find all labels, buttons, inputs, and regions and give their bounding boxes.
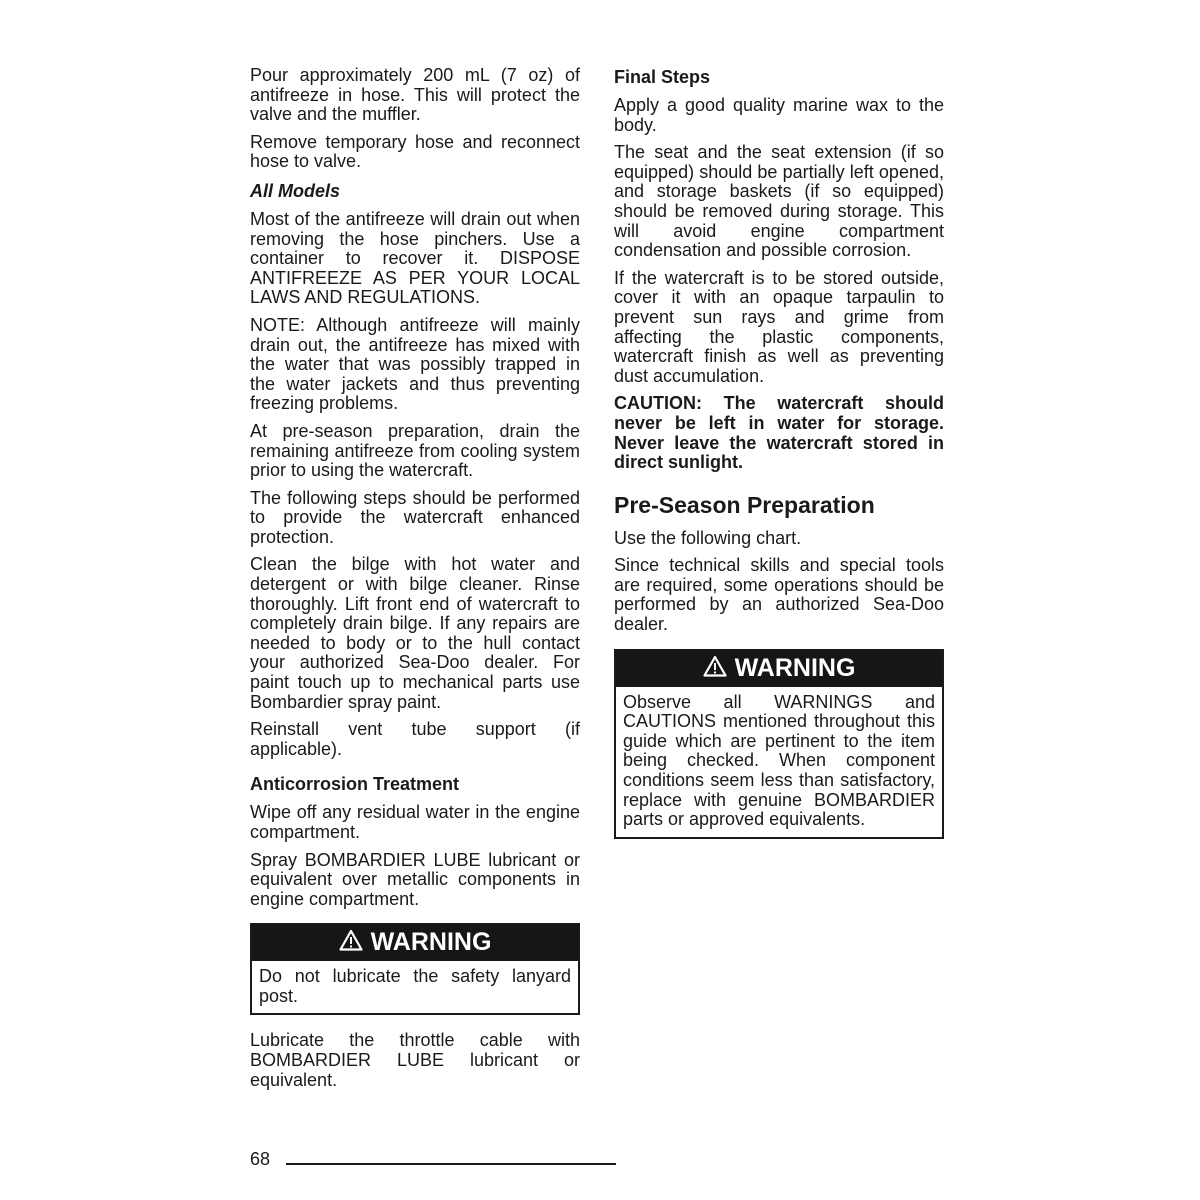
- warning-header: [616, 651, 942, 687]
- paragraph: Wipe off any residual water in the engine compartment.: [250, 802, 580, 842]
- paragraph: At pre-season preparation, drain the remaining antifreeze from cooling system prior to using the watercraft.: [250, 420, 580, 481]
- warning-triangle-icon: [703, 653, 727, 686]
- caution-paragraph: [614, 394, 944, 472]
- left-column: [250, 66, 580, 1098]
- warning-text: Do not lubricate the safety lanyard post.: [259, 966, 571, 1006]
- paragraph: The following steps should be performed to provide the watercraft enhanced protection.: [250, 487, 580, 547]
- warning-title: WARNING: [734, 653, 856, 682]
- warning-box: [250, 923, 580, 1015]
- right-column: [614, 66, 944, 855]
- paragraph: Since technical skills and special tools are required, some operations should be performed by an authorized Sea-Doo dealer.: [614, 555, 944, 635]
- warning-header: [252, 925, 578, 961]
- caution-text: The watercraft should never be left in water for storage. Never leave the watercraft stored in direct sunlight.: [614, 393, 944, 473]
- note-label: NOTE:: [250, 314, 306, 335]
- section-heading-pre-season: Pre-Season Preparation: [614, 491, 875, 518]
- paragraph: The seat and the seat extension (if so equipped) should be partially left opened, and storage baskets (if so equipped) should be removed during storage. This will avoid engine compartment condensation and possible corrosion.: [614, 142, 944, 261]
- warning-triangle-icon: [339, 927, 363, 960]
- paragraph: Most of the antifreeze will drain out when removing the hose pinchers. Use a container to recover it. DISPOSE ANTIFREEZE AS PER YOUR LOCAL LAWS AND REGULATIONS.: [250, 208, 580, 308]
- section-heading-final-steps: Final Steps: [614, 67, 711, 87]
- paragraph: If the watercraft is to be stored outside, cover it with an opaque tarpaulin to prevent sun rays and grime from affecting the plastic components, watercraft finish as well as preventing dust accumulation.: [614, 267, 944, 386]
- paragraph: Reinstall vent tube support (if applicable).: [250, 719, 580, 759]
- paragraph: Spray BOMBARDIER LUBE lubricant or equivalent over metallic components in engine compartment.: [250, 849, 580, 909]
- page-footer: [250, 1148, 616, 1172]
- paragraph: Pour approximately 200 mL (7 oz) of antifreeze in hose. This will protect the valve and the muffler.: [250, 65, 580, 125]
- warning-text: Observe all WARNINGS and CAUTIONS mentioned throughout this guide which are pertinent to the item being checked. When component conditions seem less than satisfactory, replace with genuine BOMBARDIER parts or approved equivalents.: [623, 691, 935, 830]
- warning-title: WARNING: [370, 928, 492, 957]
- footer-rule: [286, 1163, 616, 1165]
- paragraph: Clean the bilge with hot water and detergent or with bilge cleaner. Rinse thoroughly. Lift front end of watercraft to completely drain bilge. If any repairs are needed to body or to the hull contact your authorized Sea-Doo dealer. For paint touch up to mechanical parts use Bombardier spray paint.: [250, 554, 580, 712]
- section-heading-anticorrosion: Anticorrosion Treatment: [250, 774, 460, 795]
- paragraph: Lubricate the throttle cable with BOMBARDIER LUBE lubricant or equivalent.: [250, 1030, 580, 1090]
- warning-box: [614, 649, 944, 839]
- paragraph: Remove temporary hose and reconnect hose to valve.: [250, 131, 580, 172]
- paragraph: Use the following chart.: [614, 527, 802, 548]
- caution-label: CAUTION:: [614, 393, 702, 414]
- paragraph: Apply a good quality marine wax to the body.: [614, 95, 944, 135]
- note-paragraph: [250, 316, 580, 414]
- note-text: Although antifreeze will mainly drain out, the antifreeze has mixed with the water that was possibly trapped in the water jackets and thus preventing freezing problems.: [250, 314, 580, 414]
- section-heading-all-models: All Models: [250, 180, 341, 201]
- page-number: 68: [250, 1149, 271, 1169]
